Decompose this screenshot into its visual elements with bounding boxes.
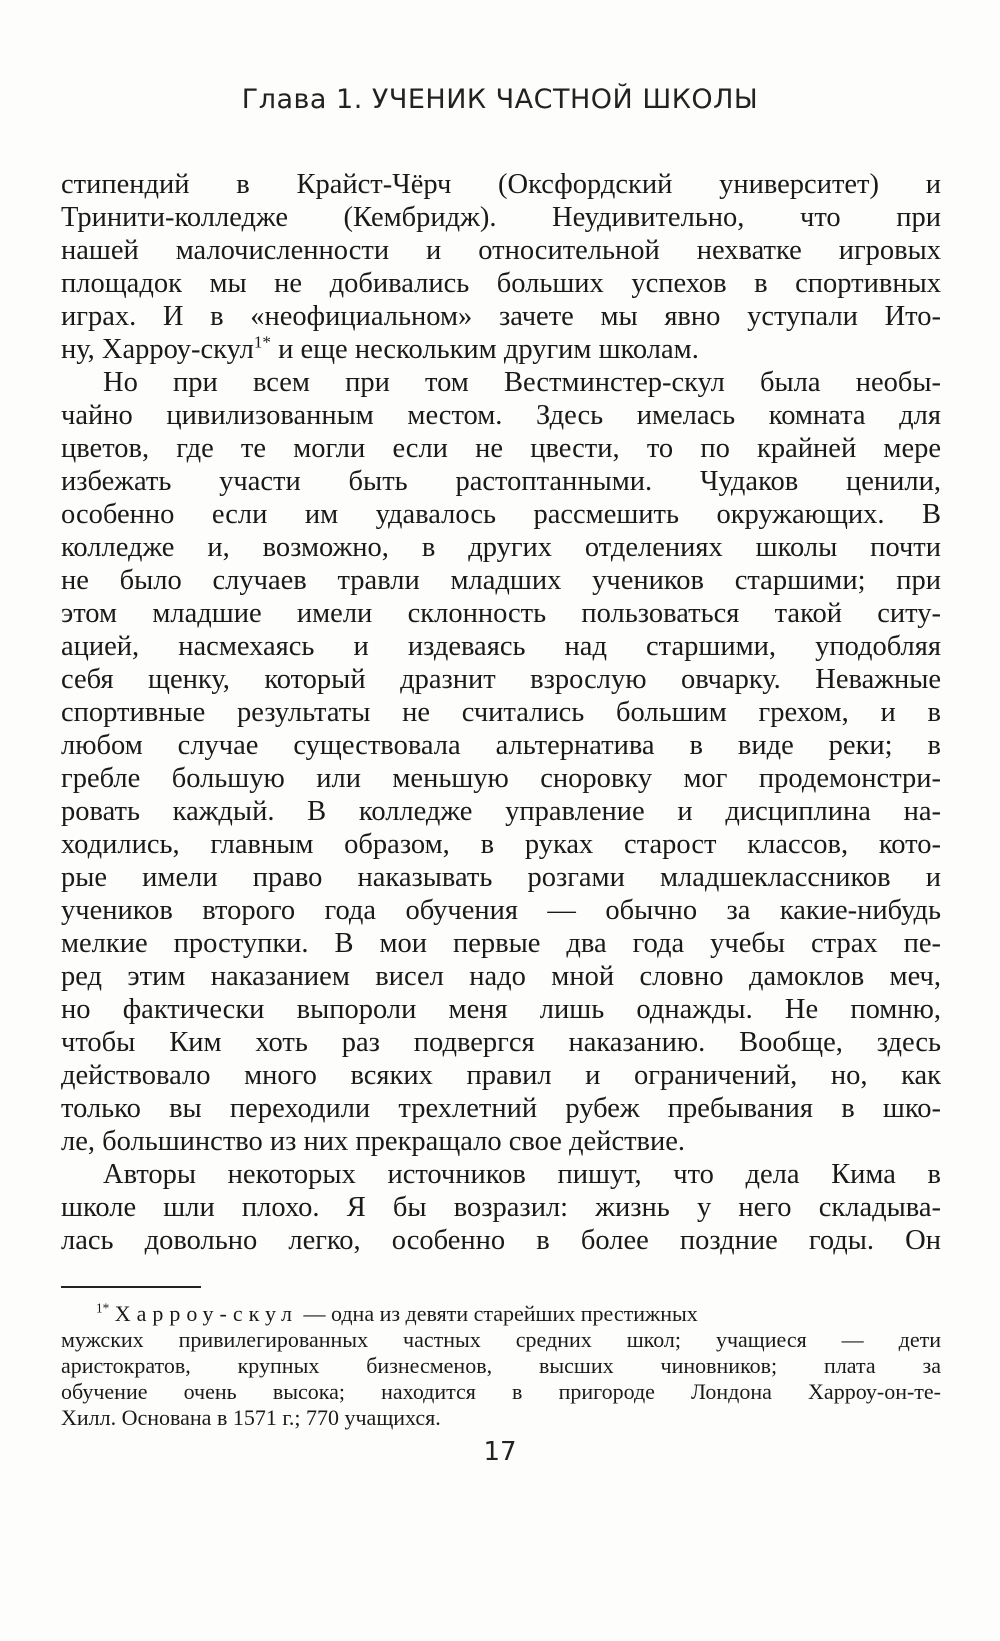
text-line: мелкие проступки. В мои первые два года учебы страх пе- bbox=[61, 928, 941, 959]
text-line: чтобы Ким хоть раз подвергся наказанию. Вообще, здесь bbox=[61, 1027, 941, 1058]
text-line: чайно цивилизованным местом. Здесь имелась комната для bbox=[61, 400, 941, 431]
text-line: особенно если им удавалось рассмешить окружающих. В bbox=[61, 499, 941, 530]
text-line: играх. И в «неофициальном» зачете мы явно уступали Ито- bbox=[61, 301, 941, 332]
text-line: ацией, насмехаясь и издеваясь над старшими, уподобляя bbox=[61, 631, 941, 662]
text-line: спортивные результаты не считались большим грехом, и в bbox=[61, 697, 941, 728]
text-line: действовало много всяких правил и ограничений, но, как bbox=[61, 1060, 941, 1091]
text-fragment: и еще нескольким другим школам. bbox=[270, 334, 699, 365]
text-fragment: — одна из девяти старейших престижных bbox=[297, 1301, 698, 1326]
text-line: себя щенку, который дразнит взрослую овчарку. Неважные bbox=[61, 664, 941, 695]
text-fragment: ну, Харроу-скул bbox=[61, 334, 254, 365]
running-header: Глава 1. УЧЕНИК ЧАСТНОЙ ШКОЛЫ bbox=[241, 84, 759, 115]
footnote-term: Харроу-скул bbox=[114, 1301, 298, 1326]
text-line bbox=[61, 333, 941, 367]
footnote-line: обучение очень высока; находится в пригороде Лондона Харроу-он-те- bbox=[61, 1379, 941, 1404]
page-number: 17 bbox=[483, 1437, 517, 1467]
text-line: этом младшие имели склонность пользоваться такой ситу- bbox=[61, 598, 941, 629]
text-line: Авторы некоторых источников пишут, что дела Кима в bbox=[103, 1159, 941, 1190]
text-line: ходились, главным образом, в руках старост классов, кото- bbox=[61, 829, 941, 860]
text-line: но фактически выпороли меня лишь однажды. Не помню, bbox=[61, 994, 941, 1025]
text-line: лась довольно легко, особенно в более поздние годы. Он bbox=[61, 1225, 941, 1256]
text-line: учеников второго года обучения — обычно за какие-нибудь bbox=[61, 895, 941, 926]
text-line: ле, большинство из них прекращало свое действие. bbox=[61, 1126, 686, 1157]
footnote-line: мужских привилегированных частных средних школ; учащиеся — дети bbox=[61, 1327, 941, 1352]
text-line: гребле большую или меньшую сноровку мог продемонстри- bbox=[61, 763, 941, 794]
footnote-line: аристократов, крупных бизнесменов, высших чиновников; плата за bbox=[61, 1353, 941, 1378]
text-line: Тринити-колледже (Кембридж). Неудивительно, что при bbox=[61, 202, 941, 233]
text-line: цветов, где те могли если не цвести, то по крайней мере bbox=[61, 433, 941, 464]
text-line: только вы переходили трехлетний рубеж пребывания в шко- bbox=[61, 1093, 941, 1124]
text-line: любом случае существовала альтернатива в виде реки; в bbox=[61, 730, 941, 761]
text-line: нашей малочисленности и относительной нехватке игровых bbox=[61, 235, 941, 266]
footnote-divider bbox=[61, 1286, 201, 1288]
text-line: колледже и, возможно, в других отделениях школы почти bbox=[61, 532, 941, 563]
footnote-marker[interactable]: 1* bbox=[253, 332, 271, 352]
text-line: избежать участи быть растоптанными. Чудаков ценили, bbox=[61, 466, 941, 497]
footnote-line bbox=[96, 1300, 941, 1328]
footnote-line: Хилл. Основана в 1571 г.; 770 учащихся. bbox=[61, 1405, 441, 1430]
text-line: стипендий в Крайст-Чёрч (Оксфордский университет) и bbox=[61, 169, 941, 200]
text-line: площадок мы не добивались больших успехов в спортивных bbox=[61, 268, 941, 299]
footnote-marker: 1* bbox=[96, 1300, 110, 1316]
text-line: рые имели право наказывать розгами младшеклассников и bbox=[61, 862, 941, 893]
text-line: ред этим наказанием висел надо мной словно дамоклов меч, bbox=[61, 961, 941, 992]
text-line: школе шли плохо. Я бы возразил: жизнь у него складыва- bbox=[61, 1192, 941, 1223]
text-line: Но при всем при том Вестминстер-скул была необы- bbox=[103, 367, 941, 398]
text-line: не было случаев травли младших учеников старшими; при bbox=[61, 565, 941, 596]
text-line: ровать каждый. В колледже управление и дисциплина на- bbox=[61, 796, 941, 827]
